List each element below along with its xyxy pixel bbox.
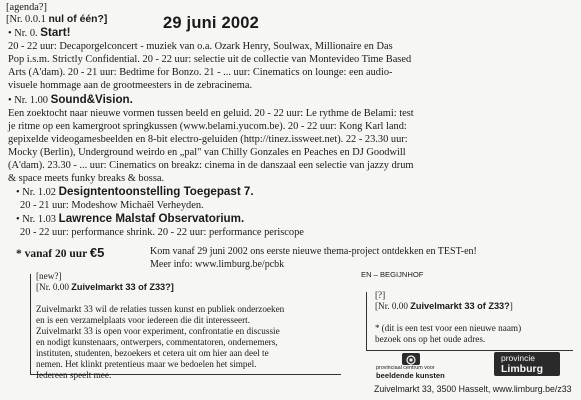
z33-test-line: * (dit is een test voor een nieuwe naam) [375, 323, 522, 333]
program-line: je ritme op een kamergroot springkussen (www.belami.yucom.be). 20 - 22 uur: Kong Karl land: [8, 121, 407, 132]
z33-text-line: Zuivelmarkt 33 wil de relaties tussen kunst en publiek onderzoeken [36, 304, 285, 314]
z33-text-line: Iedereen speelt mee. [36, 370, 112, 380]
agenda-tag: [agenda?] [6, 2, 47, 13]
program-title-sound-vision: Sound&Vision. [50, 93, 133, 106]
price-amount: €5 [89, 245, 105, 260]
footer-address: Zuivelmarkt 33, 3500 Hasselt, www.limburg.be/z33 [374, 384, 572, 394]
new-tag: [new?] [36, 271, 62, 281]
price-label: * vanaf 20 uur [16, 248, 90, 260]
pcbk-big: beeldende kunsten [376, 371, 445, 380]
program-title-malstaf: Lawrence Malstaf Observatorium. [58, 212, 245, 225]
program-line: Een zoektocht naar nieuwe vormen tussen beeld en geluid. 20 - 22 uur: Le rythme de Belami: test [8, 108, 414, 119]
test-line-1: (dit is een test voor een nieuwe naam) [381, 323, 522, 333]
subtitle [6, 13, 107, 26]
program-prefix: • Nr. 1.03 [16, 214, 59, 225]
promo-line: Kom vanaf 29 juni 2002 ons eerste nieuwe thema-project ontdekken en TEST-en! [150, 246, 477, 257]
subtitle-bold: nul of één?] [48, 14, 108, 25]
title-prefix: [Nr. 0.00 [36, 282, 72, 292]
program-title-design: Designtentoonstelling Toegepast 7. [58, 185, 254, 198]
question-tag: [?] [375, 290, 386, 300]
event-date: 29 juni 2002 [163, 14, 259, 32]
title-bold: Zuivelmarkt 33 of Z33? [410, 301, 510, 311]
program-line-malstaf [16, 212, 244, 226]
z33-text-line: en nodigt kunstenaars, ontwerpers, commentatoren, ondernemers, [36, 337, 278, 347]
program-line: Pop i.s.m. Strictly Confidential. 20 - 22 uur: selectie uit de collectie van Montevideo Time Based [8, 54, 412, 65]
program-prefix: • Nr. 1.02 [16, 187, 59, 198]
program-line: 20 - 22 uur: Decaporgelconcert - muziek van o.a. Ozark Henry, Soulwax, Millionaire en Das [8, 41, 393, 52]
program-line: Mocky (Berlin), Underground weirdo en „pal" van Chilly Gonzales en Peaches en DJ Goodwill [8, 147, 406, 158]
program-line: (A'dam). 23.30 - ... uur: Cinematics on breakz: cinema in de danszaal een selectie van jazzy drum [8, 160, 414, 171]
limburg-logo-line1: provincie [501, 353, 536, 363]
program-line-start [8, 26, 71, 40]
title-bold: Zuivelmarkt 33 of Z33?] [71, 282, 174, 292]
program-line: Arts (A'dam). 20 - 21 uur: Bedtime for Bonzo. 21 - ... uur: Cinematics on lounge: een audio- [8, 67, 393, 78]
pcbk-small: provinciaal centrum voor [376, 365, 435, 371]
program-line: gepixelde videogamesbeelden en 8-bit electro-geluiden (http://tinez.issweet.net). 22 - 23.30 uur: [8, 134, 408, 145]
z33-test-title [375, 301, 513, 312]
z33-box-title [36, 282, 174, 293]
program-line-design [16, 185, 254, 199]
z33-text-line: Zuivelmarkt 33 is open voor experiment, confrontatie en discussie [36, 326, 280, 336]
program-prefix: • Nr. 0. [8, 28, 41, 39]
z33-text-line: en is een verzamelplaats voor iedereen die dit interesseert. [36, 315, 251, 325]
promo-info[interactable]: Meer info: www.limburg.be/pcbk [150, 259, 285, 270]
z33-test-line: bezoek ons op het oude adres. [375, 334, 486, 344]
price [16, 245, 104, 260]
limburg-logo-line2: Limburg [501, 363, 543, 375]
program-line: 20 - 22 uur: performance shrink. 20 - 22 uur: performance periscope [20, 227, 304, 238]
program-line: & space meets funky breaks & bossa. [8, 173, 165, 184]
program-title-start: Start! [40, 26, 71, 39]
program-line: 20 - 21 uur: Modeshow Michaël Verheyden. [20, 200, 204, 211]
limburg-logo [494, 352, 564, 378]
program-line: visuele hommage aan de grootmeesters in de zebracinema. [8, 80, 253, 91]
program-line-sound-vision [8, 93, 133, 107]
z33-text-line: instituten, studenten, bezoekers et cetera uit om hier aan deel te [36, 348, 269, 358]
subtitle-prefix: [Nr. 0.0.1 [6, 14, 49, 25]
title-close: ] [509, 301, 513, 311]
pcbk-emblem-icon [402, 353, 420, 365]
location-tag: EN – BEGIJNHOF [361, 270, 424, 279]
pcbk-logo [376, 353, 458, 380]
program-prefix: • Nr. 1.00 [8, 95, 51, 106]
z33-text-line: nemen. Het klinkt pretentieus maar we bedoelen het simpel. [36, 359, 257, 369]
title-prefix: [Nr. 0.00 [375, 301, 411, 311]
